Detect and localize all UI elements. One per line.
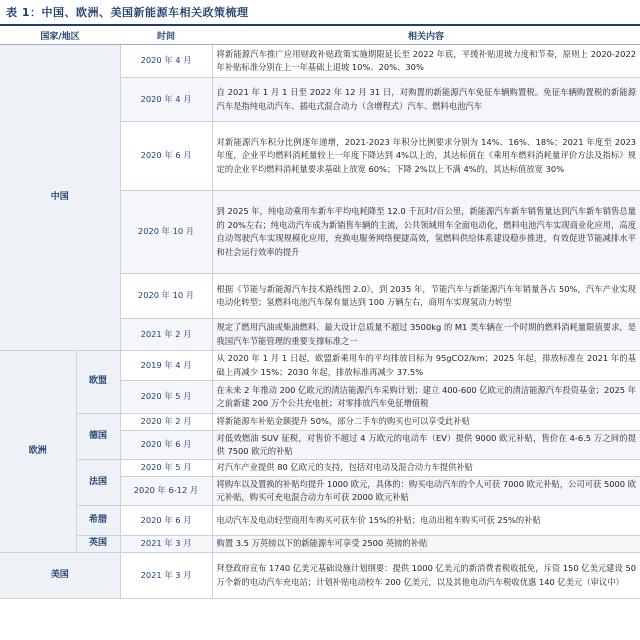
- row-content: 到 2025 年，纯电动乘用车新车平均电耗降至 12.0 千瓦时/百公里，新能源汽车新车销售量达到汽车新车销售总量的 20%左右；纯电动汽车成为新销售车辆的主流，公共领域用车全面电动化，燃料电池汽车实现商业化应用，高度自动驾驶汽车实现规模化应用，充换电服务网络便捷高效，氢燃料供给体系建设稳步推进，有效促进节能减排水平和社会运行效率的提升: [212, 191, 640, 274]
- row-content: 对新能源汽车积分比例逐年递增，2021-2023 年积分比例要求分别为 14%、16%、18%；2021 年度至 2023 年度，企业平均燃料消耗量较上一年度下降达到 4%以上的，其达标值在《乘用车燃料消耗量评价方法及指标》规定的企业平均燃料消耗量要求基础上放宽 60%；下降 2%以上不满 4%的，其达标值放宽 30%: [212, 122, 640, 191]
- row-content: 根据《节能与新能源汽车技术路线图 2.0》，到 2035 年，节能汽车与新能源汽车年销量各占 50%，汽车产业实现电动化转型；氢燃料电池汽车保有量达到 100 万辆左右，商用车实现氢动力转型: [212, 274, 640, 319]
- header-content: 相关内容: [212, 27, 640, 45]
- row-time: 2020 年 4 月: [120, 45, 212, 78]
- row-content: 自 2021 年 1 月 1 日至 2022 年 12 月 31 日，对购置的新能源汽车免征车辆购置税。免征车辆购置税的新能源汽车是指纯电动汽车、插电式混合动力（含增程式）汽车、燃料电池汽车: [212, 78, 640, 122]
- row-time: 2020 年 4 月: [120, 78, 212, 122]
- region-china: 中国: [0, 45, 120, 351]
- policy-table: [0, 27, 640, 599]
- row-time: 2019 年 4 月: [120, 351, 212, 381]
- row-content: 电动汽车及电动轻型商用车购买可获车价 15%的补贴；电动出租车购买可获 25%的补贴: [212, 506, 640, 536]
- row-content: 规定了燃用汽油或柴油燃料、最大设计总质量不超过 3500kg 的 M1 类车辆在一个时期的燃料消耗量限值要求，是我国汽车节能管理的重要支撑标准之一: [212, 319, 640, 351]
- row-content: 对低效燃油 SUV 征税，对售价不超过 4 万欧元的电动车（EV）提供 9000 欧元补贴，售价在 4-6.5 万之间的提供 7500 欧元的补贴: [212, 431, 640, 460]
- row-content: 购置 3.5 万英镑以下的新能源车可享受 2500 英镑的补贴: [212, 536, 640, 553]
- row-time: 2020 年 5 月: [120, 381, 212, 414]
- row-time: 2021 年 3 月: [120, 553, 212, 599]
- row-time: 2020 年 6 月: [120, 122, 212, 191]
- header-time: 时间: [120, 27, 212, 45]
- row-time: 2020 年 6-12 月: [120, 477, 212, 506]
- subregion-germany: 德国: [76, 414, 120, 460]
- subregion-greece: 希腊: [76, 506, 120, 536]
- row-time: 2020 年 10 月: [120, 274, 212, 319]
- subregion-uk: 英国: [76, 536, 120, 553]
- row-content: 在未来 2 年推动 200 亿欧元的清洁能源汽车采购计划；建立 400-600 亿欧元的清洁能源汽车投资基金；2025 年之前新建 200 万个公共充电桩；对零排放汽车免征增值税: [212, 381, 640, 414]
- title-divider: [0, 24, 640, 26]
- row-time: 2020 年 5 月: [120, 460, 212, 477]
- header-region: 国家/地区: [0, 27, 120, 45]
- table-row: [0, 460, 640, 477]
- row-content: 对汽车产业提供 80 亿欧元的支持，包括对电动及混合动力车提供补贴: [212, 460, 640, 477]
- table-row: [0, 553, 640, 599]
- region-europe: 欧洲: [0, 351, 76, 553]
- row-time: 2021 年 3 月: [120, 536, 212, 553]
- subregion-eu: 欧盟: [76, 351, 120, 414]
- row-content: 将新能源汽车推广应用财政补贴政策实施期限延长至 2022 年底，平缓补贴退坡力度和节奏，原则上 2020-2022 年补贴标准分别在上一年基础上退坡 10%、20%、30%: [212, 45, 640, 78]
- row-content: 从 2020 年 1 月 1 日起，欧盟新乘用车的平均排放目标为 95gCO2/km；2025 年起，排放标准在 2021 年的基础上再减少 15%；2030 年起，排放标准再减少 37.5%: [212, 351, 640, 381]
- table-row: [0, 414, 640, 431]
- table-title: 表 1：中国、欧洲、美国新能源车相关政策梳理: [6, 6, 249, 19]
- table-row: [0, 506, 640, 536]
- table-header-row: [0, 27, 640, 45]
- row-time: 2020 年 6 月: [120, 431, 212, 460]
- table-row: [0, 45, 640, 78]
- table-row: [0, 351, 640, 381]
- row-time: 2020 年 10 月: [120, 191, 212, 274]
- row-time: 2020 年 6 月: [120, 506, 212, 536]
- subregion-france: 法国: [76, 460, 120, 506]
- row-time: 2021 年 2 月: [120, 319, 212, 351]
- row-content: 将购车以及置换的补贴均提升 1000 欧元，具体的：购买电动汽车的个人可获 7000 欧元补贴，公司可获 5000 欧元补贴，购买可充电混合动力车可获 2000 欧元补贴: [212, 477, 640, 506]
- row-content: 将新能源车补贴金额提升 50%，部分二手车的购买也可以享受此补贴: [212, 414, 640, 431]
- row-time: 2020 年 2 月: [120, 414, 212, 431]
- table-row: [0, 536, 640, 553]
- region-usa: 美国: [0, 553, 120, 599]
- row-content: 拜登政府宣布 1740 亿美元基础设施计划纲要：提供 1000 亿美元的新消费者税收抵免，斥资 150 亿美元建设 50 万个新的电动汽车充电站；计划补贴电动校车 200 亿美元，以及其他电动汽车税收优惠 140 亿美元（审议中）: [212, 553, 640, 599]
